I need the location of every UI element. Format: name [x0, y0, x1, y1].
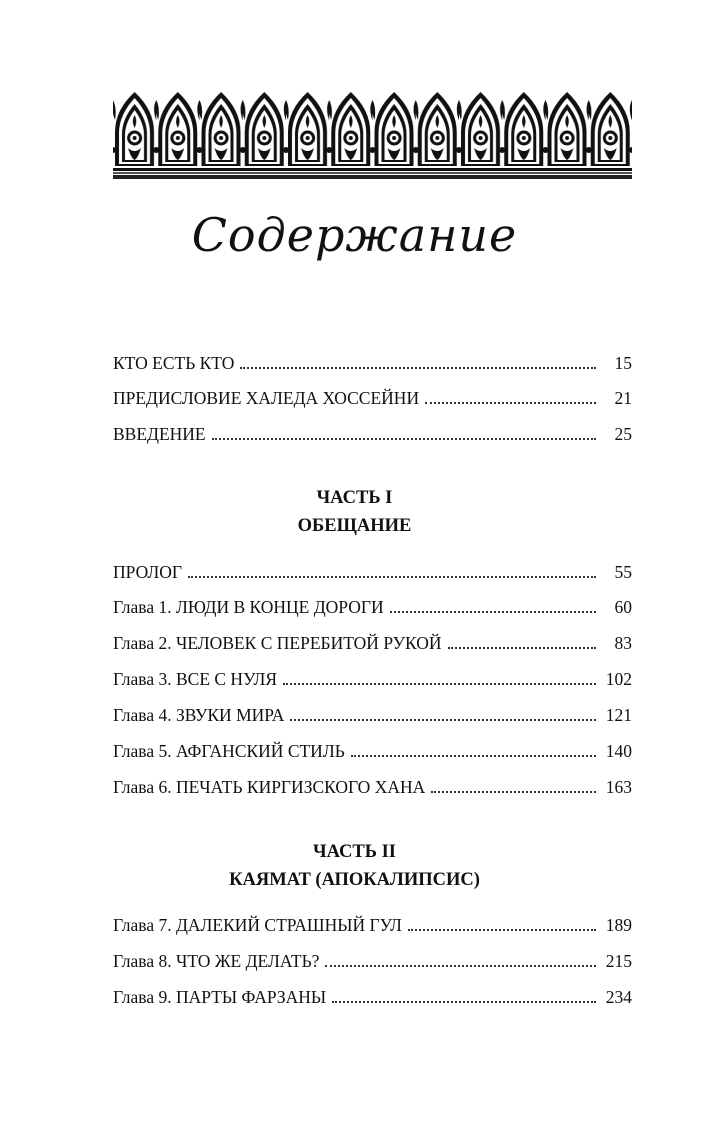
toc-entry-page: 55 [614, 562, 632, 582]
toc-entry-page: 60 [614, 597, 632, 617]
toc-entry[interactable] [113, 985, 632, 1009]
toc-entry-label: КТО ЕСТЬ КТО [113, 353, 235, 373]
toc-entry-label: Глава 3. ВСЕ С НУЛЯ [113, 669, 278, 689]
dot-leader [283, 683, 596, 685]
dot-leader [240, 367, 596, 369]
toc-entry[interactable] [113, 595, 632, 619]
toc-entry[interactable] [113, 913, 632, 937]
toc-entry-label: Глава 1. ЛЮДИ В КОНЦЕ ДОРОГИ [113, 597, 384, 617]
toc-entry-label: ПРЕДИСЛОВИЕ ХАЛЕДА ХОССЕЙНИ [113, 388, 420, 408]
toc-entry-label: Глава 9. ПАРТЫ ФАРЗАНЫ [113, 987, 327, 1007]
toc-entry[interactable] [113, 386, 632, 410]
toc-entry-page: 25 [614, 424, 632, 444]
toc-entry[interactable] [113, 949, 632, 973]
toc-entry-label: ПРОЛОГ [113, 562, 182, 582]
toc-entry[interactable] [113, 703, 632, 727]
part-heading: ЧАСТЬ I [316, 488, 393, 508]
part-subtitle: ОБЕЩАНИЕ [297, 516, 412, 536]
toc-entry[interactable] [113, 560, 632, 584]
dot-leader [425, 402, 596, 404]
dot-leader [325, 965, 596, 967]
toc-entry[interactable] [113, 775, 632, 799]
toc-entry[interactable] [113, 739, 632, 763]
toc-entry-label: Глава 2. ЧЕЛОВЕК С ПЕРЕБИТОЙ РУКОЙ [113, 633, 442, 653]
dot-leader [188, 576, 596, 578]
toc-entry-page: 163 [605, 777, 632, 797]
toc-entry-page: 121 [605, 705, 632, 725]
dot-leader [431, 791, 596, 793]
toc-entry[interactable] [113, 422, 632, 446]
toc-entry-page: 21 [614, 388, 632, 408]
page-title: Содержание [191, 208, 518, 262]
part-subtitle: КАЯМАТ (АПОКАЛИПСИС) [229, 870, 480, 890]
toc-entry[interactable] [113, 631, 632, 655]
dot-leader [290, 719, 596, 721]
toc-entry-label: ВВЕДЕНИЕ [113, 424, 206, 444]
toc-entry-label: Глава 4. ЗВУКИ МИРА [113, 705, 285, 725]
toc-entry[interactable] [113, 667, 632, 691]
toc-entry-label: Глава 6. ПЕЧАТЬ КИРГИЗСКОГО ХАНА [113, 777, 426, 797]
toc-entry-page: 83 [614, 633, 632, 653]
toc-entry-label: Глава 5. АФГАНСКИЙ СТИЛЬ [113, 741, 345, 761]
toc-entry-page: 140 [605, 741, 632, 761]
dot-leader [212, 438, 596, 440]
toc-entry-page: 102 [605, 669, 632, 689]
dot-leader [408, 929, 596, 931]
toc-entry-page: 189 [605, 915, 632, 935]
dot-leader [351, 755, 596, 757]
ornamental-border [113, 88, 632, 180]
toc-entry-page: 15 [614, 353, 632, 373]
part-heading: ЧАСТЬ II [313, 842, 396, 862]
toc-entry[interactable] [113, 351, 632, 375]
toc-entry-page: 234 [605, 987, 632, 1007]
dot-leader [390, 611, 596, 613]
toc-entry-label: Глава 8. ЧТО ЖЕ ДЕЛАТЬ? [113, 951, 320, 971]
dot-leader [332, 1001, 596, 1003]
toc-entry-label: Глава 7. ДАЛЕКИЙ СТРАШНЫЙ ГУЛ [113, 915, 402, 935]
toc-entry-page: 215 [605, 951, 632, 971]
dot-leader [448, 647, 596, 649]
